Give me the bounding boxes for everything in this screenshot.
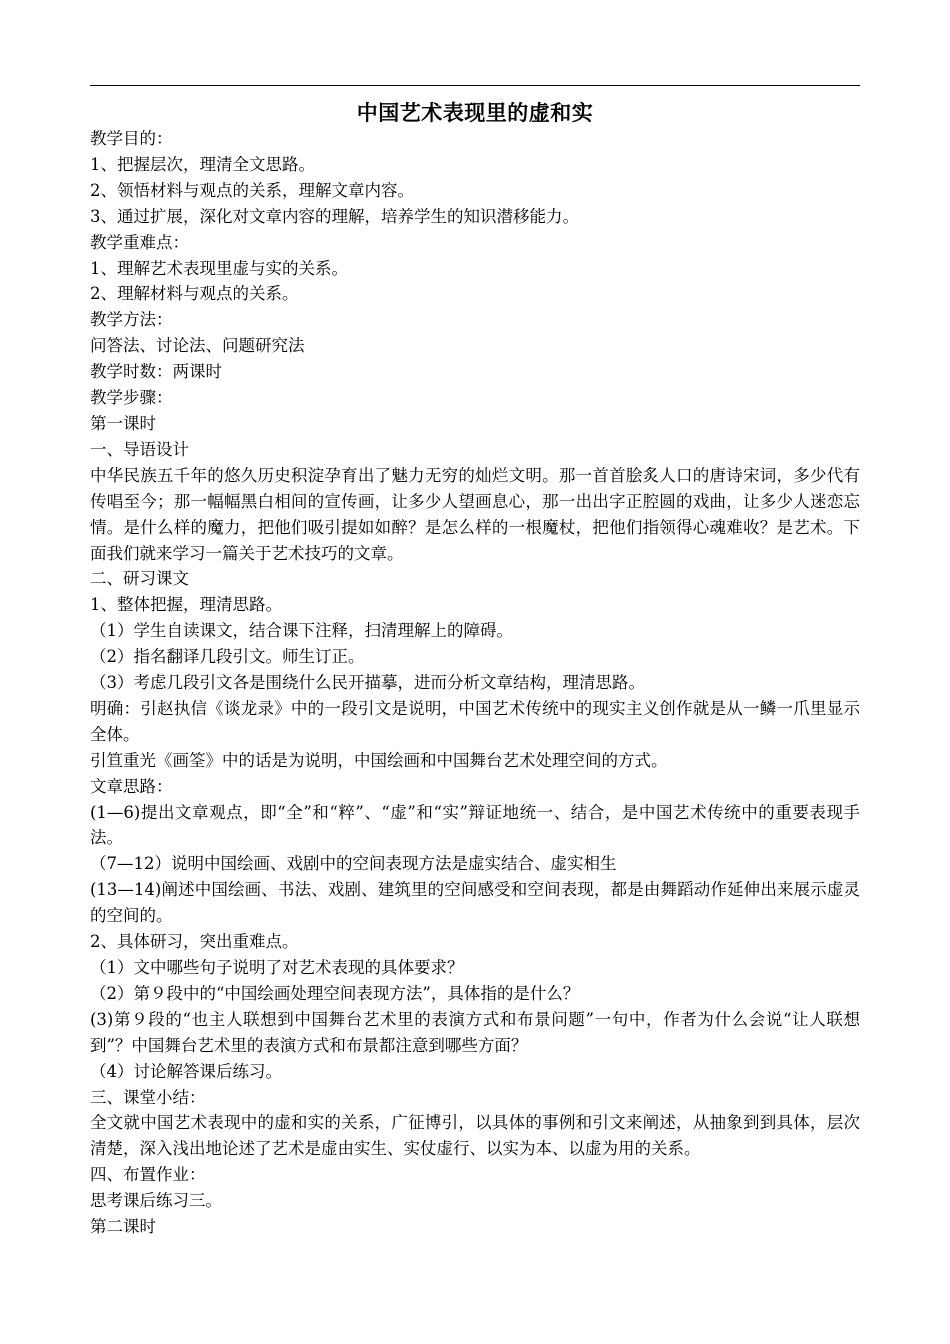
body-line: （4）讨论解答课后练习。 — [90, 1061, 282, 1081]
body-line: （2）指名翻译几段引文。师生订正。 — [90, 647, 365, 667]
body-line: 2、领悟材料与观点的关系，理解文章内容。 — [90, 180, 414, 200]
body-line: 1、把握层次，理清全文思路。 — [90, 154, 315, 174]
body-line: 教学方法： — [90, 310, 173, 330]
body-paragraph: (3)第９段的“也主人联想到中国舞台艺术里的表演方式和布景问题”一句中，作者为什么会说“让人联想到”？中国舞台艺术里的表演方式和布景都注意到哪些方面？ — [90, 1009, 860, 1055]
body-line: 教学目的： — [90, 129, 173, 148]
body-paragraph: 明确：引赵执信《谈龙录》中的一段引文是说明，中国艺术传统中的现实主义创作就是从一鳞一爪里显示全体。 — [90, 698, 860, 744]
body-paragraph: (13—14)阐述中国绘画、书法、戏剧、建筑里的空间感受和空间表现，都是由舞蹈动作延伸出来展示虚灵的空间的。 — [90, 880, 860, 926]
document-body — [90, 126, 860, 1240]
document-title: 中国艺术表现里的虚和实 — [356, 100, 594, 125]
body-line: （7—12）说明中国绘画、戏剧中的空间表现方法是虚实结合、虚实相生 — [90, 854, 617, 874]
body-paragraph: 中华民族五千年的悠久历史积淀孕育出了魅力无穷的灿烂文明。那一首首脍炙人口的唐诗宋词，多少代有传唱至今；那一幅幅黑白相间的宣传画，让多少人望画息心，那一出出字正腔圆的戏曲，让多少人迷恋忘情。是什么样的魔力，把他们吸引提如如醉？是怎么样的一根魔杖，把他们指领得心魂难收？是艺术。下面我们就来学习一篇关于艺术技巧的文章。 — [90, 465, 860, 563]
body-line: 一、导语设计 — [90, 439, 189, 459]
body-line: 1、理解艺术表现里虚与实的关系。 — [90, 258, 348, 278]
body-line: 2、理解材料与观点的关系。 — [90, 284, 299, 304]
body-line: 问答法、讨论法、问题研究法 — [90, 336, 305, 356]
header-rule — [90, 85, 860, 86]
body-line: 教学时数：两课时 — [90, 362, 222, 382]
body-line: 文章思路： — [90, 776, 173, 796]
body-line: 四、布置作业： — [90, 1165, 206, 1185]
body-line: 第一课时 — [90, 413, 156, 433]
body-line: 第二课时 — [90, 1217, 156, 1237]
body-line: 引笪重光《画筌》中的话是为说明，中国绘画和中国舞台艺术处理空间的方式。 — [90, 750, 668, 770]
body-line: 1、整体把握，理清思路。 — [90, 595, 282, 615]
body-line: （1）文中哪些句子说明了对艺术表现的具体要求？ — [90, 958, 464, 977]
body-paragraph: (1—6)提出文章观点，即“全”和“粹”、“虚”和“实”辩证地统一、结合，是中国艺术传统中的重要表现手法。 — [90, 802, 860, 848]
body-line: 3、通过扩展，深化对文章内容的理解，培养学生的知识潜移能力。 — [90, 206, 579, 226]
body-line: 二、研习课文 — [90, 569, 189, 589]
body-paragraph: 全文就中国艺术表现中的虚和实的关系，广征博引，以具体的事例和引文来阐述，从抽象到到具体，层次清楚，深入浅出地论述了艺术是虚由实生、实仗虚行、以实为本、以虚为用的关系。 — [90, 1113, 860, 1159]
body-line: 思考课后练习三。 — [90, 1191, 222, 1211]
body-line: （1）学生自读课文，结合课下注释，扫清理解上的障碍。 — [90, 621, 513, 641]
body-line: 三、课堂小结： — [90, 1087, 206, 1107]
body-line: 教学重难点： — [90, 232, 189, 252]
body-line: 教学步骤： — [90, 388, 173, 408]
body-line: （3）考虑几段引文各是围绕什么民开描摹，进而分析文章结构，理清思路。 — [90, 673, 645, 693]
body-line: 2、具体研习，突出重难点。 — [90, 932, 299, 952]
body-line: （2）第９段中的“中国绘画处理空间表现方法”，具体指的是什么？ — [90, 983, 580, 1003]
